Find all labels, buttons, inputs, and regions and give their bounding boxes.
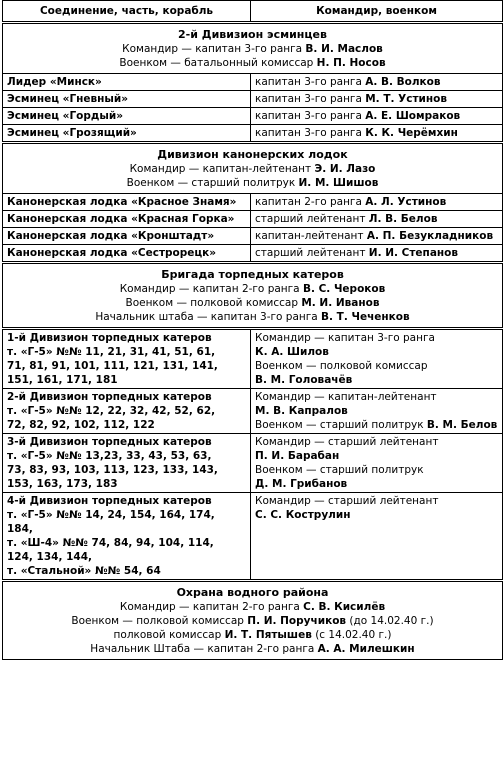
boat-list-line: 151, 161, 171, 181: [7, 374, 118, 386]
commissar-name: В. М. Белов: [426, 419, 498, 431]
commander-name: П. И. Барабан: [255, 450, 340, 462]
division-title: 2-й Дивизион торпедных катеров: [7, 391, 212, 403]
person-name: П. И. Поручиков: [247, 615, 347, 627]
role: полковой комиссар: [113, 629, 225, 641]
table-row: [3, 125, 503, 143]
section-title: Дивизион канонерских лодок: [157, 148, 348, 161]
commissar-prefix: Военком — батальонный комиссар: [119, 57, 317, 69]
section-commissar: [7, 296, 498, 310]
section-title: Бригада торпедных катеров: [161, 268, 344, 281]
person-name: А. Е. Шомраков: [365, 110, 461, 122]
rank: капитан 3-го ранга: [255, 76, 366, 88]
header-commander: Командир, военком: [251, 1, 503, 23]
ship-name: Канонерская лодка «Кронштадт»: [3, 228, 251, 245]
chief-name: В. Т. Чеченков: [321, 311, 410, 323]
torpedo-division-row: [3, 329, 503, 389]
torpedo-division-row: [3, 389, 503, 434]
person-name: Л. В. Белов: [368, 213, 438, 225]
commander-role: Командир — старший лейтенант: [255, 436, 439, 448]
section-commissar: [7, 176, 498, 190]
boat-list-line: т. «Г-5» №№ 14, 24, 154, 164, 174,: [7, 509, 215, 521]
boat-list-line: т. «Стальной» №№ 54, 64: [7, 565, 161, 577]
commander-prefix: Командир — капитан 3-го ранга: [122, 43, 306, 55]
table-row: [3, 211, 503, 228]
commissar-line: [255, 418, 498, 432]
fleet-roster-table: [2, 0, 503, 660]
boat-list-line: т. «Г-5» №№ 13,23, 33, 43, 53, 63,: [7, 450, 212, 462]
guard-line: [7, 642, 498, 656]
ship-name: Канонерская лодка «Сестрорецк»: [3, 245, 251, 263]
person-name: А. П. Безукладников: [366, 230, 494, 242]
chief-prefix: Начальник штаба — капитан 3-го ранга: [95, 311, 322, 323]
commander-name: С. С. Кострулин: [255, 509, 351, 521]
torpedo-division-row: [3, 434, 503, 493]
ship-commander: [251, 245, 503, 263]
person-name: А. А. Милешкин: [317, 643, 415, 655]
boat-list-line: т. «Г-5» №№ 12, 22, 32, 42, 52, 62,: [7, 405, 216, 417]
ship-commander: [251, 74, 503, 91]
guard-line: [7, 628, 498, 642]
ship-commander: [251, 228, 503, 245]
guard-line: [7, 614, 498, 628]
ship-commander: [251, 211, 503, 228]
section-guard: [3, 581, 503, 660]
ship-name: Эсминец «Гневный»: [3, 91, 251, 108]
commissar-prefix: Военком — полковой комиссар: [125, 297, 302, 309]
division-boats: [3, 329, 251, 389]
section-gunboats: [3, 143, 503, 194]
commander-name: В. С. Чероков: [302, 283, 386, 295]
division-boats: [3, 434, 251, 493]
commissar-name: М. И. Иванов: [301, 297, 380, 309]
boat-list-line: 73, 83, 93, 103, 113, 123, 133, 143,: [7, 464, 218, 476]
commissar-name: И. М. Шишов: [298, 177, 379, 189]
ship-name: Эсминец «Гордый»: [3, 108, 251, 125]
header-unit: Соединение, часть, корабль: [3, 1, 251, 23]
division-command: [251, 434, 503, 493]
boat-list-line: т. «Ш-4» №№ 74, 84, 94, 104, 114,: [7, 537, 214, 549]
table-row: [3, 108, 503, 125]
person-name: И. Т. Пятышев: [224, 629, 312, 641]
guard-line: [7, 600, 498, 614]
boat-list-line: т. «Г-5» №№ 11, 21, 31, 41, 51, 61,: [7, 346, 216, 358]
torpedo-division-row: [3, 493, 503, 581]
role: Командир — капитан 2-го ранга: [119, 601, 304, 613]
person-name: А. Л. Устинов: [365, 196, 447, 208]
commissar-role: Военком — полковой комиссар: [255, 360, 428, 372]
commissar-name: В. М. Головачёв: [255, 374, 353, 386]
person-name: А. В. Волков: [365, 76, 441, 88]
person-name: К. К. Черёмхин: [365, 127, 458, 139]
rank: капитан-лейтенант: [255, 230, 367, 242]
ship-commander: [251, 125, 503, 143]
role: Военком — полковой комиссар: [71, 615, 248, 627]
division-command: [251, 389, 503, 434]
ship-name: Лидер «Минск»: [3, 74, 251, 91]
commander-name: В. И. Маслов: [305, 43, 383, 55]
ship-commander: [251, 108, 503, 125]
rank: капитан 3-го ранга: [255, 93, 366, 105]
role: Начальник Штаба — капитан 2-го ранга: [90, 643, 318, 655]
commissar-name: Н. П. Носов: [316, 57, 386, 69]
commander-prefix: Командир — капитан 2-го ранга: [119, 283, 303, 295]
division-title: 1-й Дивизион торпедных катеров: [7, 332, 212, 344]
commander-name: Э. И. Лазо: [314, 163, 376, 175]
table-row: [3, 91, 503, 108]
commander-prefix: Командир — капитан-лейтенант: [129, 163, 315, 175]
commissar-prefix: Военком — старший политрук: [126, 177, 299, 189]
division-title: 3-й Дивизион торпедных катеров: [7, 436, 212, 448]
division-boats: [3, 493, 251, 581]
division-boats: [3, 389, 251, 434]
ship-name: Канонерская лодка «Красное Знамя»: [3, 194, 251, 211]
ship-name: Эсминец «Грозящий»: [3, 125, 251, 143]
table-header-row: [3, 1, 503, 23]
ship-commander: [251, 91, 503, 108]
section-destroyers: [3, 23, 503, 74]
commissar-role: Военком — старший политрук: [255, 419, 427, 431]
commissar-role: Военком — старший политрук: [255, 464, 424, 476]
section-commander: [7, 42, 498, 56]
commander-name: М. В. Капралов: [255, 405, 348, 417]
commander-role: Командир — капитан-лейтенант: [255, 391, 437, 403]
rank: капитан 3-го ранга: [255, 127, 366, 139]
table-row: [3, 228, 503, 245]
rank: капитан 3-го ранга: [255, 110, 366, 122]
section-title: 2-й Дивизион эсминцев: [178, 28, 327, 41]
boat-list-line: 71, 81, 91, 101, 111, 121, 131, 141,: [7, 360, 218, 372]
commander-role: Командир — капитан 3-го ранга: [255, 332, 435, 344]
person-name: С. В. Кисилёв: [303, 601, 386, 613]
rank: старший лейтенант: [255, 213, 369, 225]
section-title: Охрана водного района: [176, 586, 329, 599]
division-command: [251, 493, 503, 581]
boat-list-line: 153, 163, 173, 183: [7, 478, 118, 490]
section-torpedo: [3, 263, 503, 329]
boat-list-line: 72, 82, 92, 102, 112, 122: [7, 419, 155, 431]
ship-name: Канонерская лодка «Красная Горка»: [3, 211, 251, 228]
rank: капитан 2-го ранга: [255, 196, 366, 208]
rank: старший лейтенант: [255, 247, 369, 259]
boat-list-line: 124, 134, 144,: [7, 551, 93, 563]
date-note: (до 14.02.40 г.): [346, 615, 434, 627]
section-commissar: [7, 56, 498, 70]
commander-name: К. А. Шилов: [255, 346, 329, 358]
division-command: [251, 329, 503, 389]
table-row: [3, 194, 503, 211]
date-note: (с 14.02.40 г.): [311, 629, 392, 641]
person-name: М. Т. Устинов: [365, 93, 448, 105]
section-commander: [7, 282, 498, 296]
commander-role: Командир — старший лейтенант: [255, 495, 439, 507]
ship-commander: [251, 194, 503, 211]
table-row: [3, 74, 503, 91]
division-title: 4-й Дивизион торпедных катеров: [7, 495, 212, 507]
commissar-name: Д. М. Грибанов: [255, 478, 348, 490]
section-chief-of-staff: [7, 310, 498, 324]
table-row: [3, 245, 503, 263]
section-commander: [7, 162, 498, 176]
person-name: И. И. Степанов: [368, 247, 459, 259]
boat-list-line: 184,: [7, 523, 33, 535]
